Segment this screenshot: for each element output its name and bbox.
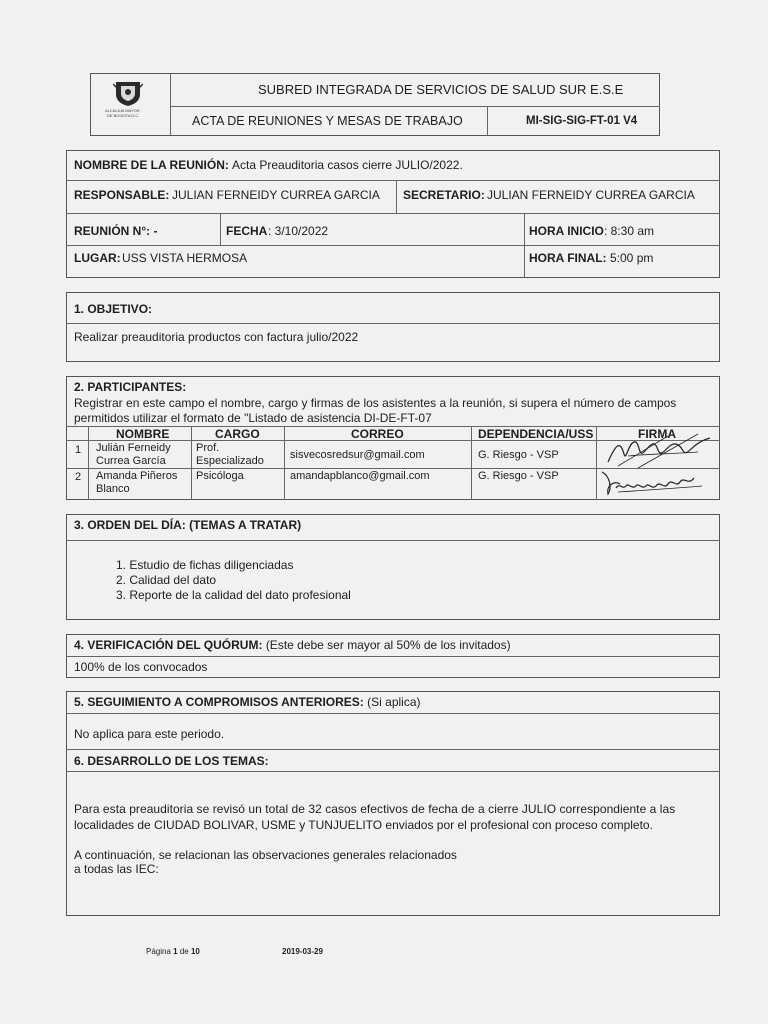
hora-final-label: HORA FINAL: xyxy=(529,251,607,265)
responsable-label: RESPONSABLE: xyxy=(74,188,170,202)
page-indicator xyxy=(146,945,200,959)
participantes-instructions-1: Registrar en este campo el nombre, cargo y firmas de los asistentes a la reunión, si supera el número de campos xyxy=(74,396,677,410)
seguimiento-title xyxy=(74,695,421,709)
table-col-firma xyxy=(596,426,597,500)
row1-dependencia: G. Riesgo - VSP xyxy=(478,449,559,461)
orden-item-2: 2. Calidad del dato xyxy=(116,573,217,587)
orden-item-1: 1. Estudio de fichas diligenciadas xyxy=(116,558,294,572)
col-header-firma: FIRMA xyxy=(638,427,676,441)
row2-cargo-1: Psicóloga xyxy=(196,470,244,482)
logo-text-line2: DE BOGOTA D.C. xyxy=(107,113,140,118)
table-col-dependencia xyxy=(471,426,472,500)
row1-num: 1 xyxy=(75,444,82,456)
meeting-name-label: NOMBRE DE LA REUNIÓN: xyxy=(74,158,229,172)
row1-correo: sisvecosredsur@gmail.com xyxy=(290,449,425,461)
quorum-title-line xyxy=(66,656,720,657)
form-title: ACTA DE REUNIONES Y MESAS DE TRABAJO xyxy=(192,114,463,128)
row2-dependencia: G. Riesgo - VSP xyxy=(478,470,559,482)
quorum-title-bold: 4. VERIFICACIÓN DEL QUÓRUM: xyxy=(74,638,263,652)
form-code: MI-SIG-SIG-FT-01 V4 xyxy=(526,115,638,127)
header-divider-logo xyxy=(170,73,171,136)
header-divider-code xyxy=(487,106,488,136)
col-header-nombre: NOMBRE xyxy=(116,427,170,441)
signature-2-icon xyxy=(598,466,708,500)
meeting-row-line-2 xyxy=(66,213,720,214)
col-header-cargo: CARGO xyxy=(215,427,260,441)
quorum-title-rest: (Este debe ser mayor al 50% de los invitados) xyxy=(265,638,511,652)
desarrollo-title: 6. DESARROLLO DE LOS TEMAS: xyxy=(74,754,269,768)
row1-cargo-2: Especializado xyxy=(196,455,264,467)
seguimiento-text: No aplica para este periodo. xyxy=(74,727,225,741)
coat-of-arms-icon xyxy=(113,79,143,107)
table-col-cargo xyxy=(191,426,192,500)
orden-title: 3. ORDEN DEL DÍA: (TEMAS A TRATAR) xyxy=(74,518,302,532)
hora-inicio-value: : 8:30 am xyxy=(604,224,655,238)
row2-nombre-2: Blanco xyxy=(96,483,130,495)
seguimiento-title-bold: 5. SEGUIMIENTO A COMPROMISOS ANTERIORES: xyxy=(74,695,364,709)
reunion-label: REUNIÓN N°: - xyxy=(74,224,158,238)
meeting-col-fecha xyxy=(220,213,221,245)
page-number: 1 xyxy=(173,947,178,956)
row2-correo: amandapblanco@gmail.com xyxy=(290,470,430,482)
objetivo-title-line xyxy=(66,323,720,324)
hora-final-value: 5:00 pm xyxy=(610,251,654,265)
seguimiento-title-line xyxy=(66,713,720,714)
row2-nombre-1: Amanda Piñeros xyxy=(96,470,178,482)
fecha-value: : 3/10/2022 xyxy=(268,224,329,238)
header-divider-mid xyxy=(170,106,660,107)
logo-text-line1: ALCALDIA MAYOR xyxy=(105,108,140,113)
orden-item-3: 3. Reporte de la calidad del dato profesional xyxy=(116,588,351,602)
orden-title-line xyxy=(66,540,720,541)
hora-inicio-label: HORA INICIO xyxy=(529,224,604,238)
row1-nombre-1: Julián Ferneidy xyxy=(96,442,171,454)
meeting-row-line-1 xyxy=(66,180,720,181)
lugar-label: LUGAR: xyxy=(74,251,121,265)
desarrollo-p1-line2: localidades de CIUDAD BOLIVAR, USME y TUNJUELITO enviados por el profesional con proceso completo. xyxy=(74,818,653,832)
footer-date: 2019-03-29 xyxy=(282,947,323,956)
quorum-text: 100% de los convocados xyxy=(74,660,208,674)
meeting-col-secretario xyxy=(396,180,397,213)
meeting-col-hora xyxy=(524,213,525,278)
meeting-name-value: Acta Preauditoria casos cierre JULIO/2022. xyxy=(232,158,463,172)
secretario-label: SECRETARIO: xyxy=(403,188,485,202)
page-prefix: Página xyxy=(146,947,171,956)
desarrollo-title-line xyxy=(66,771,720,772)
row2-num: 2 xyxy=(75,471,82,483)
participantes-instructions-2: permitidos utilizar el formato de "Listado de asistencia DI-DE-FT-07 xyxy=(74,411,432,425)
page-total: 10 xyxy=(190,947,200,956)
col-header-correo: CORREO xyxy=(351,427,404,441)
secretario-value: JULIAN FERNEIDY CURREA GARCIA xyxy=(487,188,695,202)
responsable-value: JULIAN FERNEIDY CURREA GARCIA xyxy=(172,188,380,202)
desarrollo-p2-line1: A continuación, se relacionan las observaciones generales relacionados xyxy=(74,848,457,862)
fecha-label: FECHA xyxy=(226,224,268,238)
page-mid: de xyxy=(179,947,189,956)
desarrollo-p2-line2: a todas las IEC: xyxy=(74,862,159,876)
org-title: SUBRED INTEGRADA DE SERVICIOS DE SALUD SUR E.S.E xyxy=(258,82,624,97)
seguimiento-title-rest: (Si aplica) xyxy=(367,695,421,709)
table-col-num xyxy=(88,426,89,500)
participantes-title: 2. PARTICIPANTES: xyxy=(74,380,187,394)
row1-cargo-1: Prof. xyxy=(196,442,220,454)
quorum-title xyxy=(74,638,511,652)
meeting-row-line-3 xyxy=(66,245,720,246)
table-col-correo xyxy=(284,426,285,500)
desarrollo-p1-line1: Para esta preauditoria se revisó un total de 32 casos efectivos de fecha de a cierre JULIO correspondiente a las xyxy=(74,802,676,816)
row1-nombre-2: Currea García xyxy=(96,455,166,467)
objetivo-title: 1. OBJETIVO: xyxy=(74,302,153,316)
objetivo-box xyxy=(66,292,720,362)
objetivo-text: Realizar preauditoria productos con factura julio/2022 xyxy=(74,330,359,344)
lugar-value: USS VISTA HERMOSA xyxy=(122,251,248,265)
desarrollo-top-line xyxy=(66,749,720,750)
col-header-dependencia: DEPENDENCIA/USS xyxy=(478,427,594,441)
